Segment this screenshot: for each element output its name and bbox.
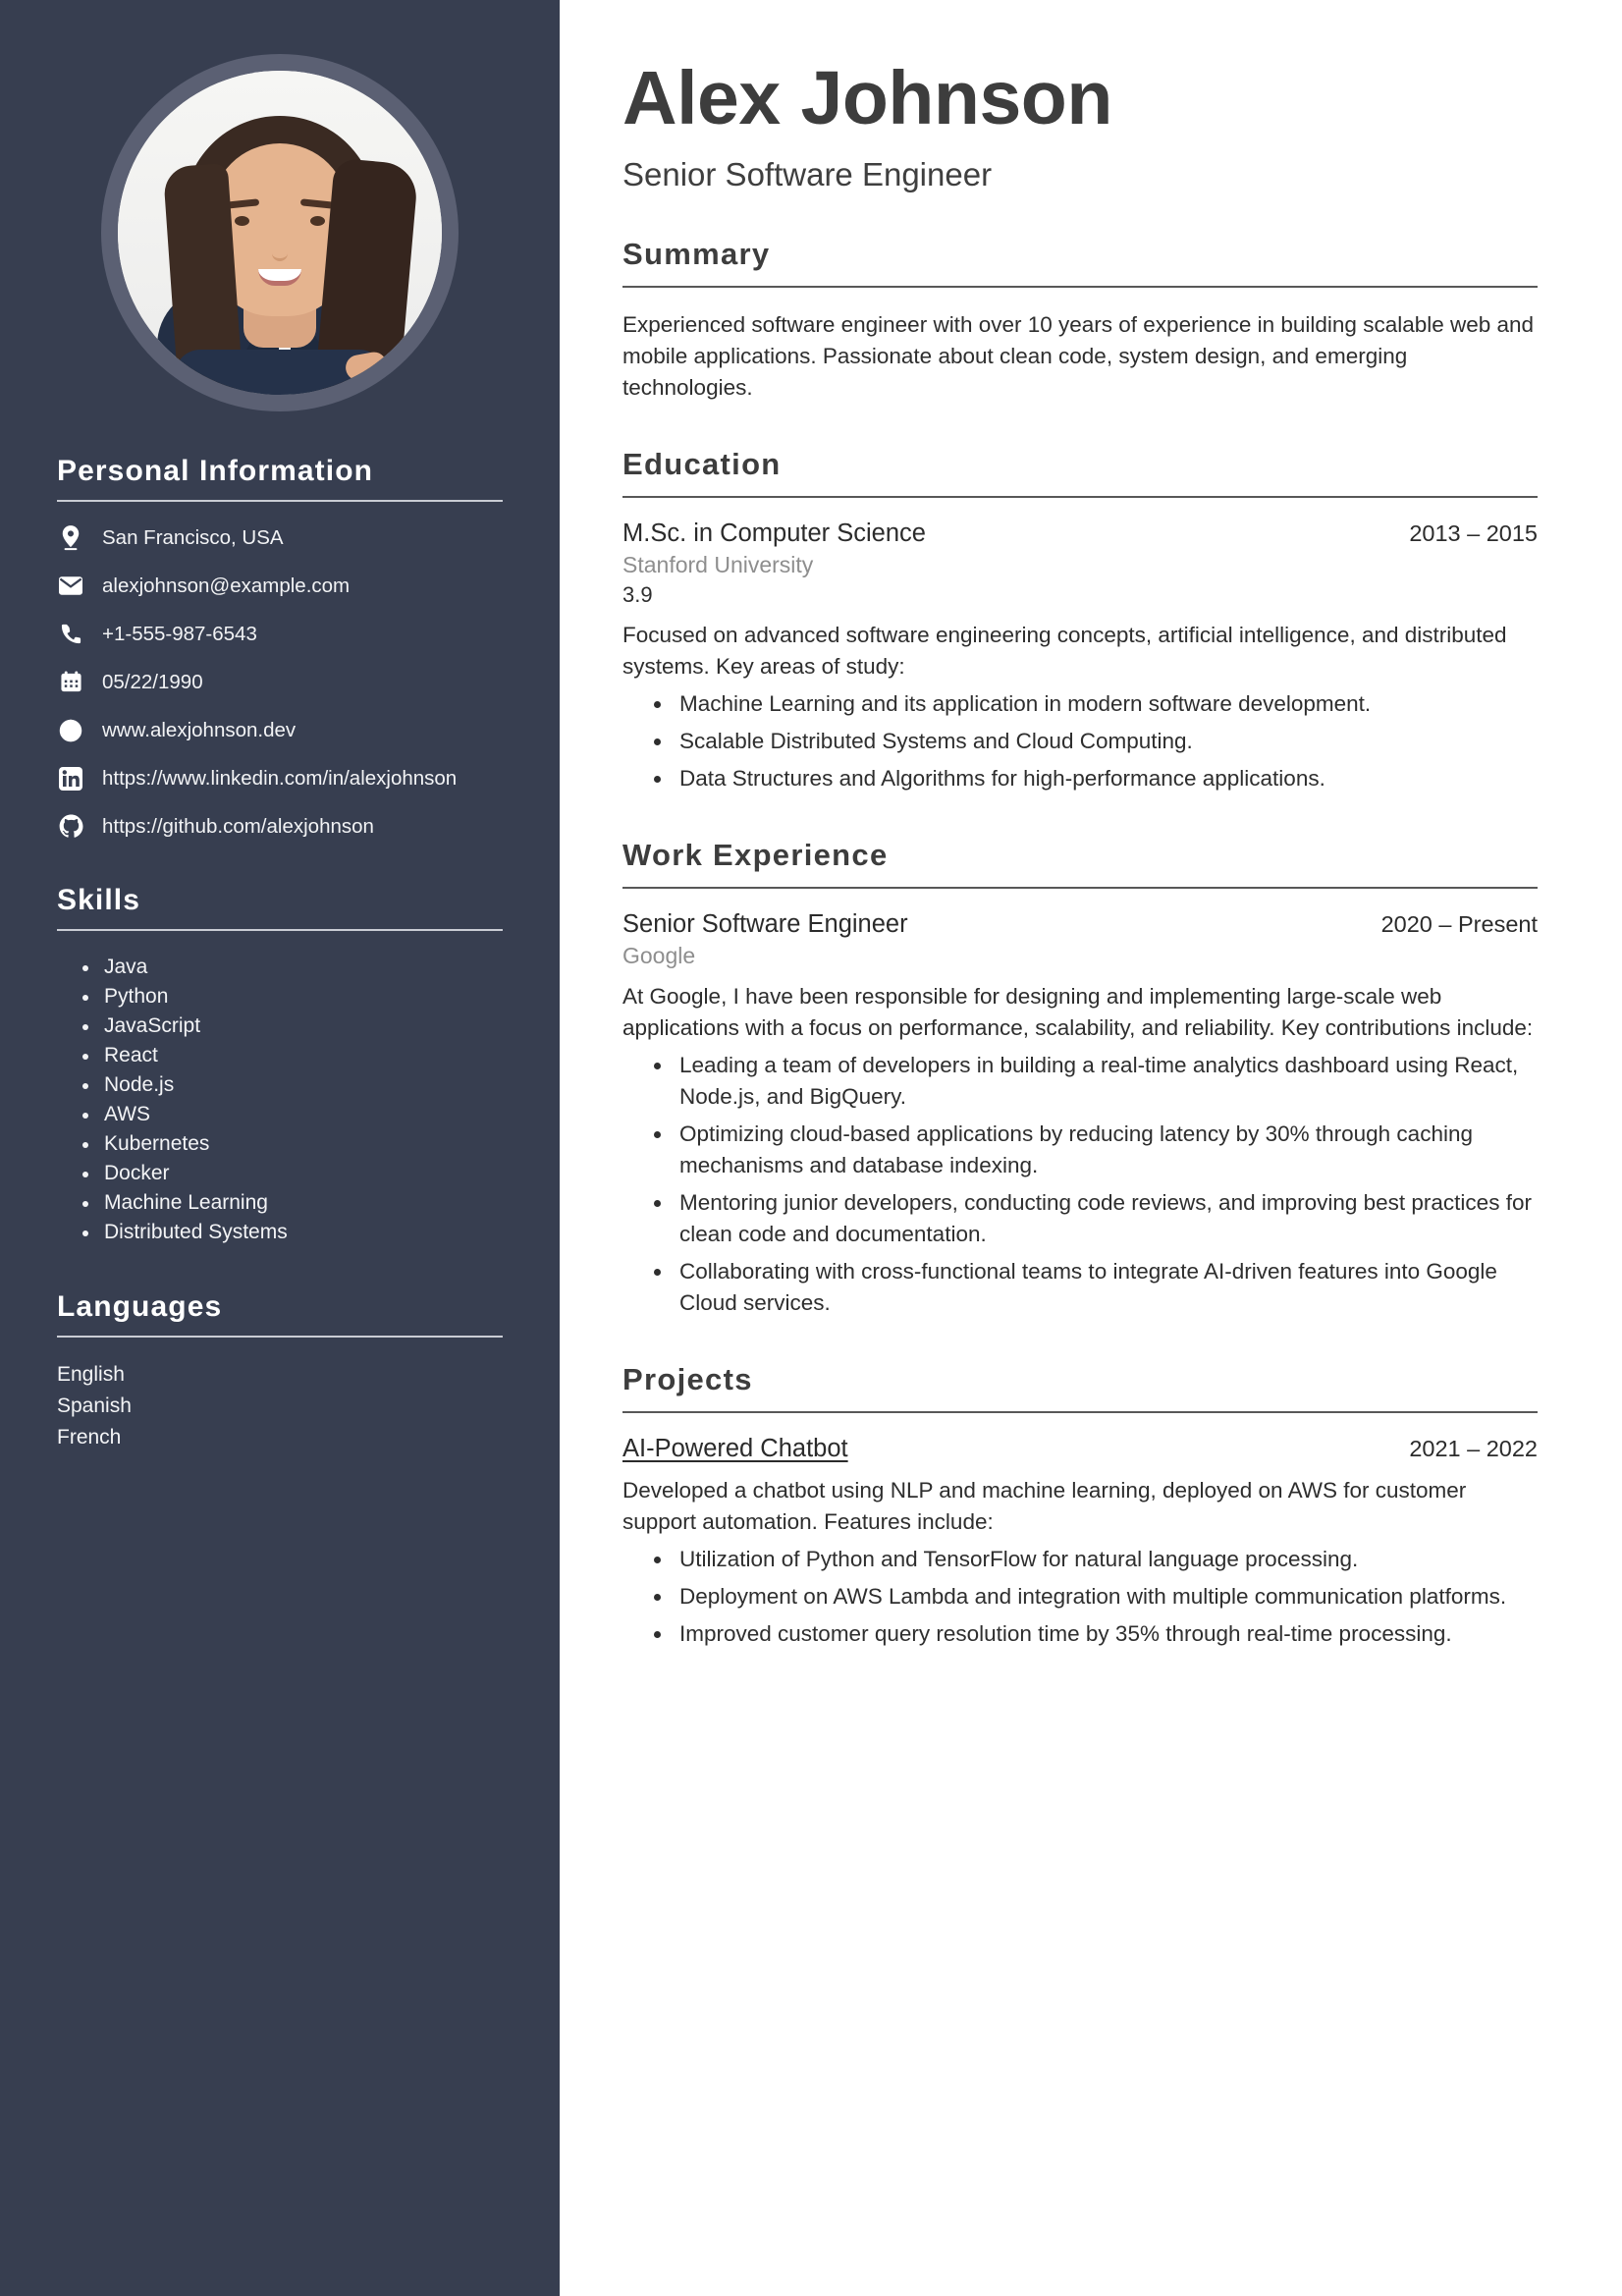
linkedin-icon xyxy=(57,764,84,793)
skill-item: Java xyxy=(82,953,503,982)
project-entry xyxy=(622,1435,1538,1650)
github-icon xyxy=(57,812,84,841)
skill-item: AWS xyxy=(82,1100,503,1129)
education-entry-header xyxy=(622,519,1538,548)
project-date: 2021 – 2022 xyxy=(1409,1436,1538,1461)
skill-item: Docker xyxy=(82,1159,503,1188)
education-bullets xyxy=(652,688,1538,794)
education-description: Focused on advanced software engineering concepts, artificial intelligence, and distributed systems. Key areas of study: xyxy=(622,623,1507,679)
work-company: Google xyxy=(622,943,696,968)
skills-list xyxy=(82,953,503,1247)
section-heading-summary: Summary xyxy=(622,237,771,271)
section-heading-work-experience: Work Experience xyxy=(622,838,889,872)
skill-item: JavaScript xyxy=(82,1011,503,1041)
education-entry xyxy=(622,519,1538,794)
summary-text: Experienced software engineer with over 10 years of experience in building scalable web and mobile applications. Passionate about clean code, system design, and emerging technologies. xyxy=(622,312,1535,400)
contact-item-phone[interactable] xyxy=(57,620,503,648)
sidebar-heading-personal-information: Personal Information xyxy=(57,455,374,487)
contact-value-birthdate: 05/22/1990 xyxy=(102,671,203,693)
work-bullet-item: Leading a team of developers in building a real-time analytics dashboard using React, Node.js, and BigQuery. xyxy=(652,1050,1538,1113)
contact-item-linkedin[interactable] xyxy=(57,764,503,793)
project-bullets xyxy=(652,1544,1538,1650)
work-bullet-item: Collaborating with cross-functional teams to integrate AI-driven features into Google Cloud services. xyxy=(652,1256,1538,1319)
work-entry xyxy=(622,910,1538,1319)
contact-item-birthdate xyxy=(57,668,503,696)
location-pin-icon xyxy=(57,523,84,552)
language-item: French xyxy=(57,1426,122,1449)
work-description: At Google, I have been responsible for designing and implementing large-scale web applications with a focus on performance, scalability, and reliability. Key contributions include: xyxy=(622,984,1534,1040)
job-title: Senior Software Engineer xyxy=(622,156,993,192)
work-position: Senior Software Engineer xyxy=(622,910,908,938)
languages-list xyxy=(57,1359,503,1453)
phone-icon xyxy=(57,620,84,648)
section-heading-education: Education xyxy=(622,447,782,481)
contact-item-website[interactable] xyxy=(57,716,503,744)
divider-languages xyxy=(57,1336,503,1338)
avatar xyxy=(118,71,442,395)
education-bullet-item: Machine Learning and its application in modern software development. xyxy=(652,688,1538,720)
project-entry-header xyxy=(622,1435,1538,1463)
section-summary xyxy=(622,237,1538,404)
sidebar-heading-languages: Languages xyxy=(57,1290,223,1323)
work-bullets xyxy=(652,1050,1538,1319)
project-bullet-item: Deployment on AWS Lambda and integration with multiple communication platforms. xyxy=(652,1581,1538,1613)
contact-value-github: https://github.com/alexjohnson xyxy=(102,815,374,838)
main-content xyxy=(560,0,1622,2296)
sidebar-heading-skills: Skills xyxy=(57,884,140,916)
section-heading-projects: Projects xyxy=(622,1362,753,1396)
divider-skills xyxy=(57,929,503,931)
language-item: Spanish xyxy=(57,1394,132,1417)
education-bullet-item: Data Structures and Algorithms for high-performance applications. xyxy=(652,763,1538,794)
section-education xyxy=(622,447,1538,794)
contact-list xyxy=(57,523,503,841)
section-work-experience xyxy=(622,838,1538,1319)
work-entry-header xyxy=(622,910,1538,939)
contact-value-phone: +1-555-987-6543 xyxy=(102,623,257,645)
work-date: 2020 – Present xyxy=(1380,911,1538,937)
contact-value-linkedin: https://www.linkedin.com/in/alexjohnson xyxy=(102,767,458,790)
skill-item: React xyxy=(82,1041,503,1070)
skill-item: Distributed Systems xyxy=(82,1218,503,1247)
sidebar xyxy=(0,0,560,2296)
project-bullet-item: Improved customer query resolution time by 35% through real-time processing. xyxy=(652,1618,1538,1650)
contact-item-location xyxy=(57,523,503,552)
avatar-container xyxy=(57,0,503,411)
contact-value-website: www.alexjohnson.dev xyxy=(102,719,297,741)
section-projects xyxy=(622,1362,1538,1650)
education-bullet-item: Scalable Distributed Systems and Cloud Computing. xyxy=(652,726,1538,757)
contact-value-location: San Francisco, USA xyxy=(102,526,284,549)
calendar-icon xyxy=(57,668,84,696)
project-description: Developed a chatbot using NLP and machine learning, deployed on AWS for customer support automation. Features include: xyxy=(622,1478,1467,1534)
project-bullet-item: Utilization of Python and TensorFlow for natural language processing. xyxy=(652,1544,1538,1575)
education-date: 2013 – 2015 xyxy=(1409,520,1538,546)
skill-item: Kubernetes xyxy=(82,1129,503,1159)
page-title: Alex Johnson xyxy=(622,56,1112,140)
globe-icon xyxy=(57,716,84,744)
contact-item-github[interactable] xyxy=(57,812,503,841)
contact-item-email[interactable] xyxy=(57,572,503,600)
skill-item: Python xyxy=(82,982,503,1011)
education-degree: M.Sc. in Computer Science xyxy=(622,519,926,547)
work-bullet-item: Mentoring junior developers, conducting code reviews, and improving best practices for clean code and documentation. xyxy=(652,1187,1538,1250)
avatar-ring xyxy=(101,54,459,411)
language-item: English xyxy=(57,1363,125,1386)
education-gpa: 3.9 xyxy=(622,582,653,607)
skill-item: Node.js xyxy=(82,1070,503,1100)
education-institution: Stanford University xyxy=(622,552,814,577)
envelope-icon xyxy=(57,572,84,600)
divider-personal-information xyxy=(57,500,503,502)
skill-item: Machine Learning xyxy=(82,1188,503,1218)
work-bullet-item: Optimizing cloud-based applications by reducing latency by 30% through caching mechanisms and database indexing. xyxy=(652,1119,1538,1181)
contact-value-email: alexjohnson@example.com xyxy=(102,574,351,597)
project-title[interactable]: AI-Powered Chatbot xyxy=(622,1435,848,1462)
